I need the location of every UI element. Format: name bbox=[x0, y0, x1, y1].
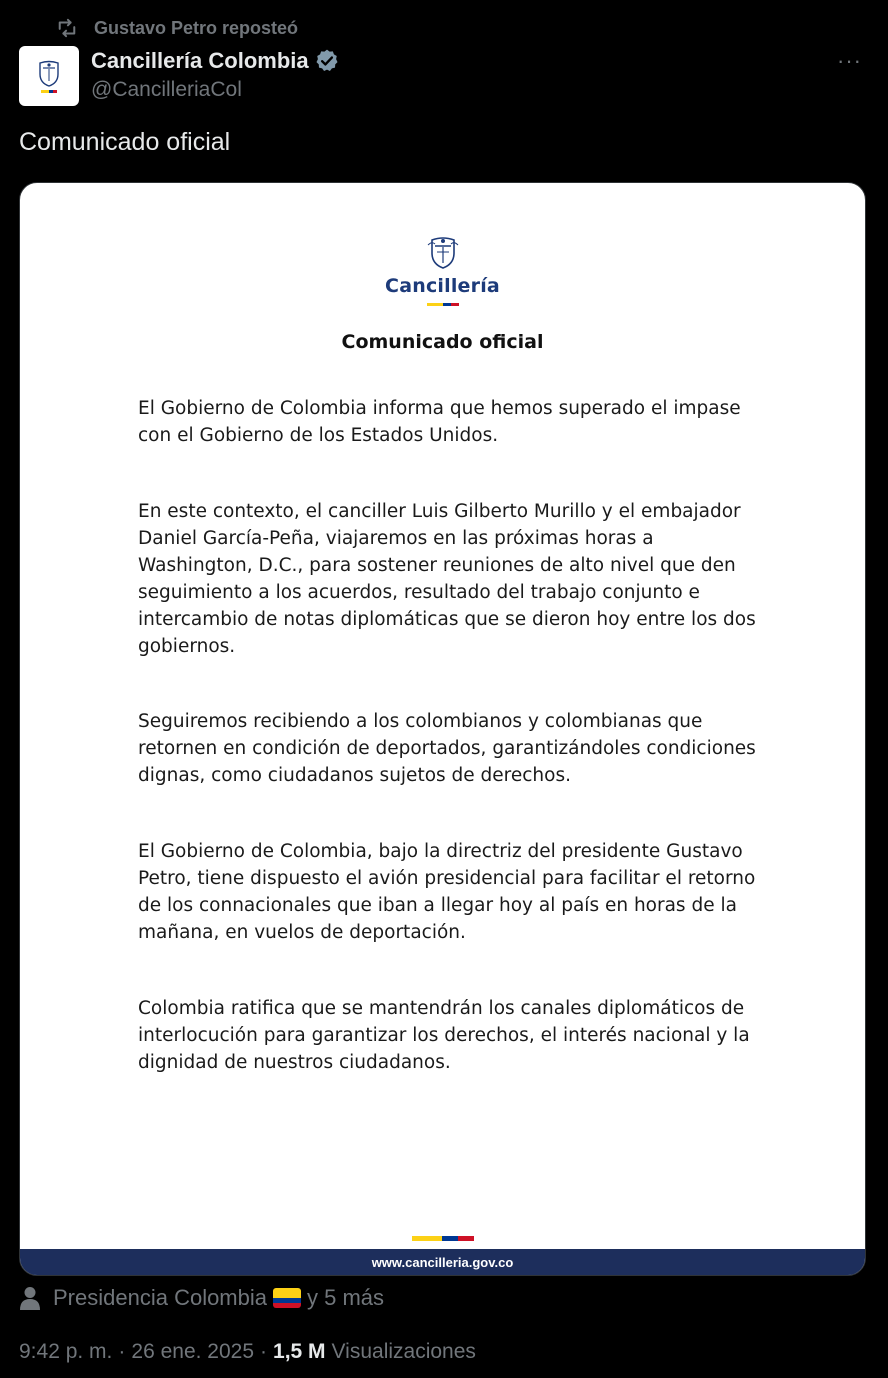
footer-flag-line bbox=[412, 1236, 474, 1241]
attached-image[interactable] bbox=[19, 182, 866, 1276]
avatar[interactable] bbox=[19, 46, 79, 106]
footer-url: www.cancilleria.gov.co bbox=[371, 1254, 514, 1270]
repost-header-text: Gustavo Petro reposteó bbox=[94, 17, 299, 38]
author-name[interactable]: Cancillería Colombia bbox=[91, 48, 309, 73]
repost-icon bbox=[52, 17, 82, 39]
document-paragraph: En este contexto, el canciller Luis Gilberto Murillo y el embajador Daniel García-Peña, viajaremos en las próximas horas a Washington, D.C., para sostener reuniones de alto nivel que den seguimiento a los acuerdos, resultado del trabajo conjunto e intercambio de notas diplomáticas que se dieron hoy entre los dos gobiernos. bbox=[138, 501, 756, 657]
tweet-time[interactable]: 9:42 p. m. bbox=[19, 1340, 113, 1363]
tweet-date[interactable]: 26 ene. 2025 bbox=[131, 1340, 255, 1363]
tweet-text: Comunicado oficial bbox=[19, 128, 231, 156]
coat-of-arms-icon bbox=[36, 60, 62, 88]
coat-of-arms-icon bbox=[426, 235, 460, 271]
repost-header[interactable] bbox=[52, 16, 298, 40]
reposter-name[interactable]: Presidencia Colombia bbox=[53, 1285, 267, 1310]
meta-separator: · bbox=[260, 1340, 268, 1363]
views-count: 1,5 M bbox=[273, 1340, 326, 1363]
avatar-flag-bar bbox=[41, 90, 57, 93]
document-paragraph: El Gobierno de Colombia informa que hemos superado el impase con el Gobierno de los Estados Unidos. bbox=[138, 398, 741, 446]
document-footer bbox=[20, 1249, 865, 1275]
reposters-row[interactable] bbox=[19, 1284, 384, 1312]
more-options-button[interactable]: ··· bbox=[837, 48, 862, 73]
document-title: Comunicado oficial bbox=[341, 331, 544, 353]
logo-flag-line bbox=[427, 303, 459, 306]
author-block[interactable] bbox=[91, 46, 340, 102]
document-paragraph: Seguiremos recibiendo a los colombianos y colombianas que retornen en condición de deportados, garantizándoles condiciones dignas, como ciudadanos sujetos de derechos. bbox=[138, 711, 756, 786]
document-paragraph: El Gobierno de Colombia, bajo la directriz del presidente Gustavo Petro, tiene dispuesto el avión presidencial para facilitar el retorno de los connacionales que iban a llegar hoy al país en horas de la mañana, en vuelos de deportación. bbox=[138, 841, 756, 943]
verified-badge-icon[interactable] bbox=[314, 48, 340, 74]
colombia-flag-icon bbox=[273, 1288, 301, 1308]
document-paragraph: Colombia ratifica que se mantendrán los canales diplomáticos de interlocución para garantizar los derechos, el interés nacional y la dignidad de nuestros ciudadanos. bbox=[138, 998, 750, 1073]
tweet-metadata bbox=[19, 1338, 476, 1366]
reposters-more[interactable]: y 5 más bbox=[307, 1285, 385, 1310]
author-handle[interactable]: @CancilleriaCol bbox=[91, 78, 242, 101]
person-icon bbox=[19, 1286, 41, 1310]
views-label: Visualizaciones bbox=[331, 1340, 476, 1363]
logo-wordmark: Cancillería bbox=[385, 275, 500, 297]
cancilleria-logo bbox=[20, 235, 865, 306]
meta-separator: · bbox=[118, 1340, 126, 1363]
